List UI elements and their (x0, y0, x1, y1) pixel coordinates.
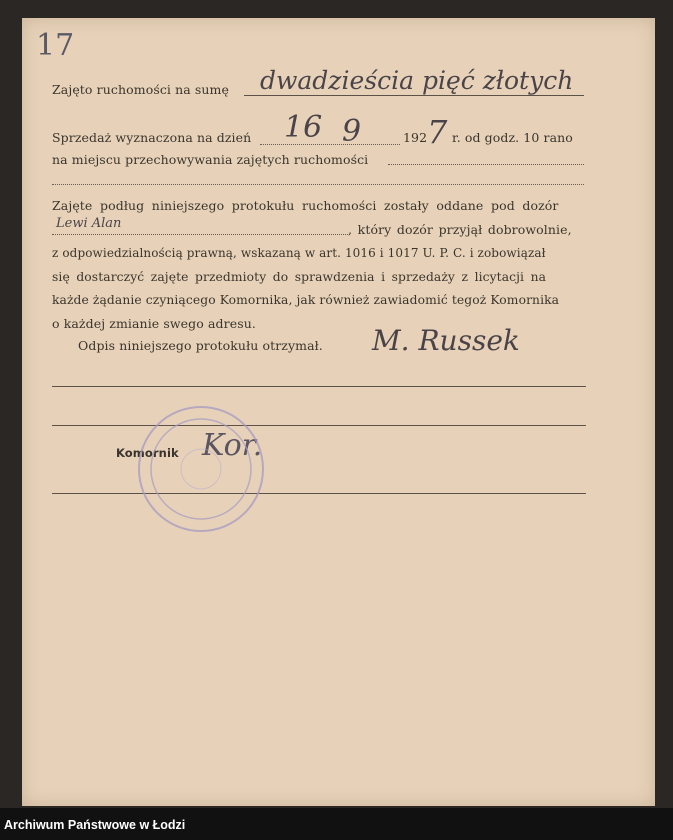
page-number: 17 (36, 28, 75, 63)
separator-line-3 (52, 493, 586, 494)
sale-date-label: Sprzedaż wyznaczona na dzień (52, 130, 252, 145)
sum-value-handwritten: dwadzieścia pięć złotych (260, 66, 574, 95)
sale-year-prefix: 192 (403, 130, 428, 145)
sale-year-digit-handwritten: 7 (427, 113, 448, 151)
separator-line-1 (52, 386, 586, 387)
paragraph-line-6: o każdej zmianie swego adresu. (52, 316, 256, 331)
paragraph-line-1: Zajęte podług niniejszego protokułu ruchomości zostały oddane pod dozór (52, 198, 559, 213)
archive-name: Archiwum Państwowe w Łodzi (4, 818, 186, 832)
custodian-name-handwritten: Lewi Alan (56, 216, 122, 231)
separator-dots-1 (52, 184, 584, 185)
copy-received-label: Odpis niniejszego protokułu otrzymał. (78, 338, 323, 353)
paragraph-line-3: z odpowiedzialnością prawną, wskazaną w art. 1016 i 1017 U. P. C. i zobowiązał (52, 246, 546, 260)
official-stamp (135, 403, 267, 535)
archive-footer (0, 808, 673, 840)
sale-day-handwritten: 16 (284, 110, 323, 145)
sale-time-text: r. od godz. 10 rano (452, 130, 573, 145)
komornik-signature: Kor. (202, 428, 263, 463)
separator-line-2 (52, 425, 586, 426)
document-page (22, 18, 655, 806)
paragraph-line-2: , który dozór przyjął dobrowolnie, (348, 222, 572, 237)
place-text: na miejscu przechowywania zajętych ruchomości (52, 152, 369, 167)
paragraph-line-5: każde żądanie czyniącego Komornika, jak również zawiadomić tegoż Komornika (52, 293, 560, 307)
sale-month-handwritten: 9 (342, 114, 362, 149)
place-dots (388, 164, 584, 165)
paragraph-line-4: się dostarczyć zajęte przedmioty do sprawdzenia i sprzedaży z licytacji na (52, 270, 547, 284)
komornik-label: Komornik (116, 446, 179, 460)
custodian-dots (52, 234, 348, 235)
sum-label: Zajęto ruchomości na sumę (52, 82, 229, 97)
copy-received-signature: M. Russek (372, 324, 520, 357)
sum-underline (244, 95, 584, 96)
sale-date-dots (260, 144, 400, 145)
